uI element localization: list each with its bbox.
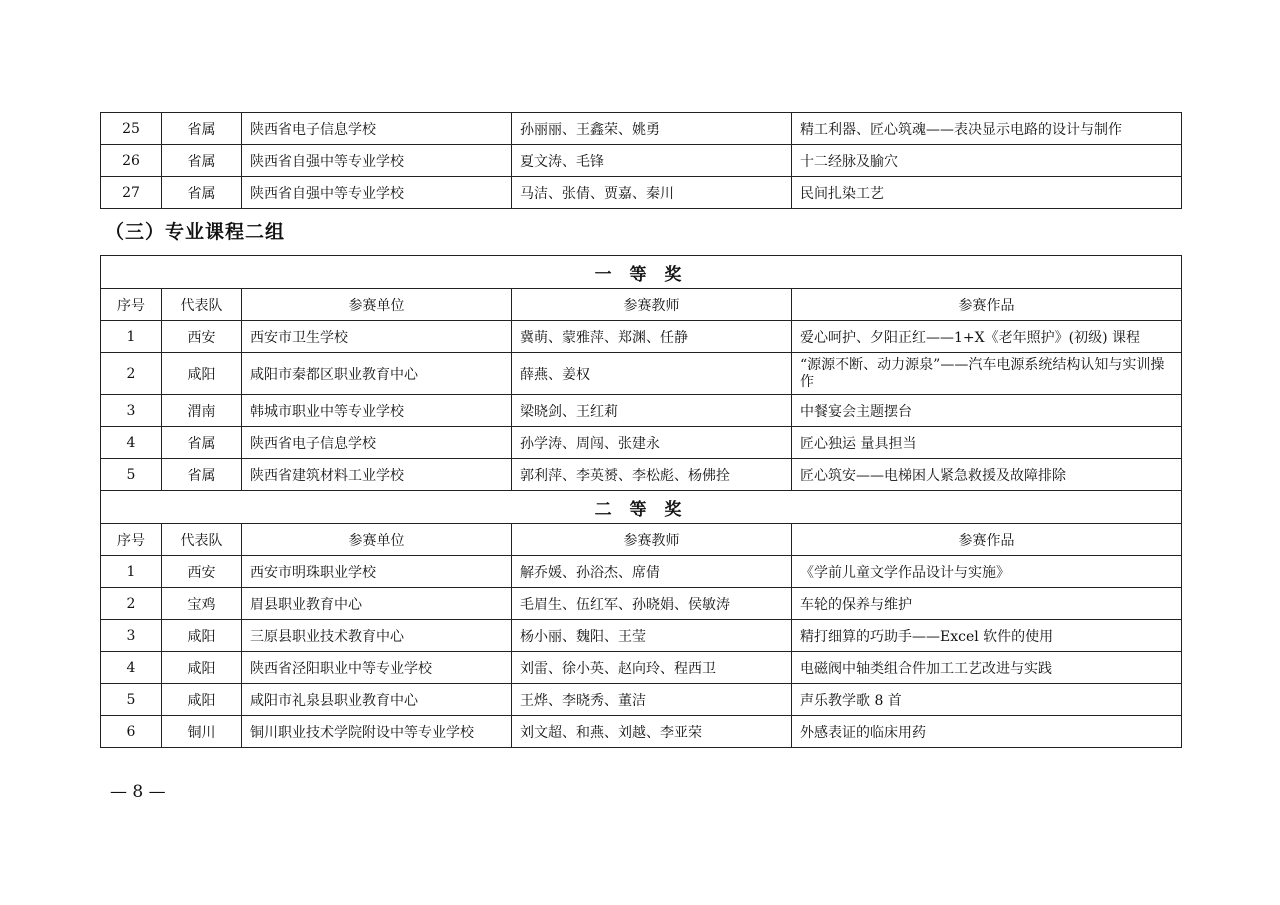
cell-teachers: 王烨、李晓秀、董洁 xyxy=(512,684,792,716)
cell-unit: 陕西省建筑材料工业学校 xyxy=(242,459,512,491)
cell-team: 咸阳 xyxy=(162,652,242,684)
cell-team: 渭南 xyxy=(162,395,242,427)
cell-team: 咸阳 xyxy=(162,620,242,652)
table-row xyxy=(101,652,1182,684)
cell-team: 省属 xyxy=(162,145,242,177)
header-row xyxy=(101,289,1182,321)
second-prize-heading-row xyxy=(101,491,1182,524)
table-row xyxy=(101,459,1182,491)
table-row xyxy=(101,353,1182,395)
cell-unit: 眉县职业教育中心 xyxy=(242,588,512,620)
header-work: 参赛作品 xyxy=(792,524,1182,556)
cell-team: 省属 xyxy=(162,113,242,145)
cell-work: 中餐宴会主题摆台 xyxy=(792,395,1182,427)
header-unit: 参赛单位 xyxy=(242,289,512,321)
cell-unit: 西安市明珠职业学校 xyxy=(242,556,512,588)
cell-no: 25 xyxy=(101,113,162,145)
cell-teachers: 梁晓剑、王红莉 xyxy=(512,395,792,427)
cell-no: 3 xyxy=(101,395,162,427)
cell-no: 4 xyxy=(101,427,162,459)
cell-unit: 陕西省电子信息学校 xyxy=(242,113,512,145)
cell-unit: 西安市卫生学校 xyxy=(242,321,512,353)
cell-no: 5 xyxy=(101,684,162,716)
cell-teachers: 刘雷、徐小英、赵向玲、程西卫 xyxy=(512,652,792,684)
cell-teachers: 刘文超、和燕、刘越、李亚荣 xyxy=(512,716,792,748)
header-unit: 参赛单位 xyxy=(242,524,512,556)
cell-team: 西安 xyxy=(162,321,242,353)
section-title: （三）专业课程二组 xyxy=(105,221,286,243)
first-prize-heading-row xyxy=(101,256,1182,289)
cell-no: 2 xyxy=(101,353,162,395)
table-row xyxy=(101,145,1182,177)
table-row xyxy=(101,588,1182,620)
cell-unit: 铜川职业技术学院附设中等专业学校 xyxy=(242,716,512,748)
header-no: 序号 xyxy=(101,289,162,321)
header-team: 代表队 xyxy=(162,289,242,321)
cell-no: 4 xyxy=(101,652,162,684)
awards-table xyxy=(100,255,1182,748)
cell-no: 26 xyxy=(101,145,162,177)
cell-team: 西安 xyxy=(162,556,242,588)
cell-no: 3 xyxy=(101,620,162,652)
table-row xyxy=(101,716,1182,748)
table-row xyxy=(101,684,1182,716)
cell-teachers: 夏文涛、毛锋 xyxy=(512,145,792,177)
table-row xyxy=(101,113,1182,145)
cell-unit: 咸阳市秦都区职业教育中心 xyxy=(242,353,512,395)
cell-teachers: 毛眉生、伍红军、孙晓娟、侯敏涛 xyxy=(512,588,792,620)
cell-teachers: 冀萌、蒙雅萍、郑渊、任静 xyxy=(512,321,792,353)
table-row xyxy=(101,177,1182,209)
cell-teachers: 孙丽丽、王鑫荣、姚勇 xyxy=(512,113,792,145)
header-teachers: 参赛教师 xyxy=(512,289,792,321)
cell-work: 车轮的保养与维护 xyxy=(792,588,1182,620)
header-team: 代表队 xyxy=(162,524,242,556)
cell-teachers: 杨小丽、魏阳、王莹 xyxy=(512,620,792,652)
cell-teachers: 马洁、张倩、贾嘉、秦川 xyxy=(512,177,792,209)
cell-work: 电磁阀中轴类组合件加工工艺改进与实践 xyxy=(792,652,1182,684)
cell-unit: 三原县职业技术教育中心 xyxy=(242,620,512,652)
cell-work: 匠心筑安——电梯困人紧急救援及故障排除 xyxy=(792,459,1182,491)
cell-teachers: 孙学涛、周闯、张建永 xyxy=(512,427,792,459)
cell-no: 6 xyxy=(101,716,162,748)
cell-team: 咸阳 xyxy=(162,353,242,395)
cell-work: “源源不断、动力源泉”——汽车电源系统结构认知与实训操作 xyxy=(792,353,1182,395)
cell-work: 外感表证的临床用药 xyxy=(792,716,1182,748)
cell-team: 咸阳 xyxy=(162,684,242,716)
cell-team: 省属 xyxy=(162,459,242,491)
second-prize-heading: 二 等 奖 xyxy=(101,491,1182,524)
cell-unit: 咸阳市礼泉县职业教育中心 xyxy=(242,684,512,716)
table-row xyxy=(101,620,1182,652)
cell-unit: 韩城市职业中等专业学校 xyxy=(242,395,512,427)
cell-work: 匠心独运 量具担当 xyxy=(792,427,1182,459)
cell-team: 铜川 xyxy=(162,716,242,748)
cell-unit: 陕西省自强中等专业学校 xyxy=(242,145,512,177)
cell-work: 精打细算的巧助手——Excel 软件的使用 xyxy=(792,620,1182,652)
cell-work: 民间扎染工艺 xyxy=(792,177,1182,209)
cell-no: 27 xyxy=(101,177,162,209)
header-teachers: 参赛教师 xyxy=(512,524,792,556)
table-row xyxy=(101,556,1182,588)
cell-unit: 陕西省电子信息学校 xyxy=(242,427,512,459)
page-number: — 8 — xyxy=(110,782,166,802)
cell-teachers: 薛燕、姜权 xyxy=(512,353,792,395)
awards-table-continued xyxy=(100,112,1182,209)
cell-work: 《学前儿童文学作品设计与实施》 xyxy=(792,556,1182,588)
table-row xyxy=(101,427,1182,459)
cell-team: 宝鸡 xyxy=(162,588,242,620)
cell-no: 5 xyxy=(101,459,162,491)
cell-teachers: 郭利萍、李英赟、李松彪、杨佛拴 xyxy=(512,459,792,491)
header-work: 参赛作品 xyxy=(792,289,1182,321)
cell-team: 省属 xyxy=(162,427,242,459)
cell-unit: 陕西省自强中等专业学校 xyxy=(242,177,512,209)
cell-work: 爱心呵护、夕阳正红——1+X《老年照护》(初级) 课程 xyxy=(792,321,1182,353)
header-no: 序号 xyxy=(101,524,162,556)
first-prize-heading: 一 等 奖 xyxy=(101,256,1182,289)
cell-unit: 陕西省泾阳职业中等专业学校 xyxy=(242,652,512,684)
cell-work: 十二经脉及腧穴 xyxy=(792,145,1182,177)
cell-work: 精工利器、匠心筑魂——表决显示电路的设计与制作 xyxy=(792,113,1182,145)
cell-team: 省属 xyxy=(162,177,242,209)
table-row xyxy=(101,395,1182,427)
cell-no: 1 xyxy=(101,321,162,353)
header-row xyxy=(101,524,1182,556)
cell-no: 2 xyxy=(101,588,162,620)
cell-work: 声乐教学歌 8 首 xyxy=(792,684,1182,716)
cell-no: 1 xyxy=(101,556,162,588)
cell-teachers: 解乔媛、孙浴杰、席倩 xyxy=(512,556,792,588)
table-row xyxy=(101,321,1182,353)
